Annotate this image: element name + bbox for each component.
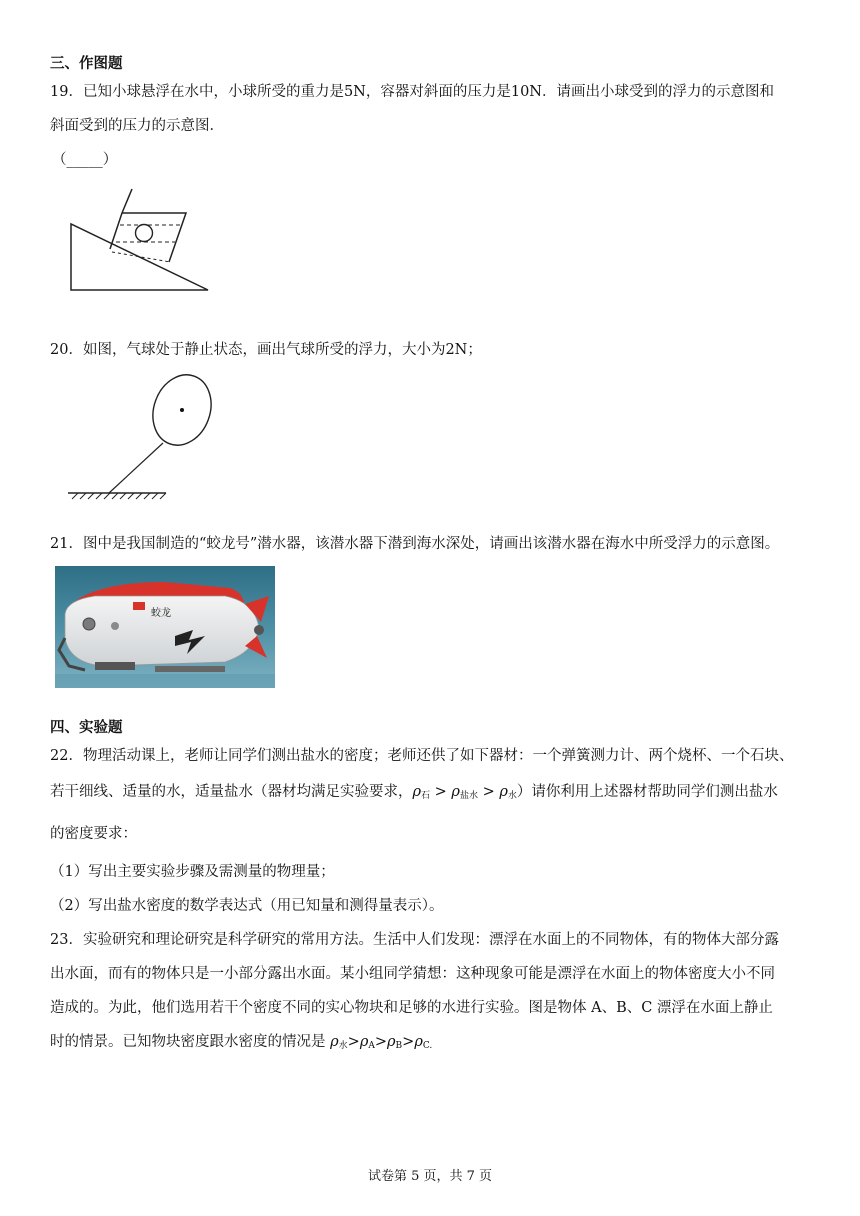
balloon-figure — [66, 372, 226, 500]
q21-line1: 21．图中是我国制造的“蛟龙号”潜水器，该潜水器下潜到海水深处，请画出该潜水器在海水中所受浮力的示意图。 — [50, 536, 780, 552]
q23-line1: 23．实验研究和理论研究是科学研究的常用方法。生活中人们发现：漂浮在水面上的不同物体，有的物体大部分露 — [50, 932, 779, 948]
propeller — [254, 625, 264, 635]
q22-line3: 的密度要求： — [50, 826, 137, 842]
porthole — [83, 618, 95, 630]
skid — [155, 666, 225, 672]
ground-hatching — [72, 493, 166, 499]
q23-line2: 出水面，而有的物体只是一小部分露出水面。某小组同学猜想：这种现象可能是漂浮在水面上的物体密度大小不同 — [50, 966, 775, 982]
jiaolong-submersible-photo — [55, 566, 275, 688]
balloon — [143, 372, 220, 453]
front-equipment — [95, 662, 135, 670]
q22-line1: 22．物理活动课上，老师让同学们测出盐水的密度；老师还供了如下器材：一个弹簧测力计、两个烧杯、一个石块、 — [50, 748, 794, 764]
hull-name-label: 蛟龙 — [151, 608, 171, 619]
section-heading-drawing: 三、作图题 — [50, 56, 123, 72]
q19-line2: 斜面受到的压力的示意图． — [50, 118, 224, 134]
q22-line2-a: 若干细线、适量的水，适量盐水（器材均满足实验要求， — [50, 784, 413, 800]
incline-container-figure — [66, 186, 214, 294]
q20-line1: 20．如图，气球处于静止状态，画出气球所受的浮力，大小为2N； — [50, 342, 482, 358]
water-bottom — [55, 674, 275, 688]
q22-line2: 若干细线、适量的水，适量盐水（器材均满足实验要求，$\rho_石 > \rho_{盐水} > \rho_水$）请你利用上述器材帮助同学们测出盐水 — [50, 784, 778, 801]
balloon-center-dot — [180, 408, 184, 412]
q23-line4: 时的情景。已知物块密度跟水密度的情况是 $\rho_水>\rho_A>\rho_B>\rho_{C.}$ — [50, 1034, 433, 1051]
container-left-wall-top — [122, 189, 132, 213]
white-hull — [65, 596, 259, 666]
container-right-wall — [122, 213, 186, 262]
section-heading-experiment: 四、实验题 — [50, 720, 123, 736]
q19-line1: 19．已知小球悬浮在水中，小球所受的重力是5N，容器对斜面的压力是10N．请画出小球受到的浮力的示意图和 — [50, 84, 774, 100]
q22-line2-b: ）请你利用上述器材帮助同学们测出盐水 — [516, 784, 778, 800]
q22-item2: （2）写出盐水密度的数学表达式（用已知量和测得量表示）。 — [50, 898, 444, 914]
flag-emblem — [133, 602, 145, 610]
q22-item1: （1）写出主要实验步骤及需测量的物理量； — [50, 864, 335, 880]
suspended-ball — [136, 225, 153, 242]
page-footer: 试卷第 5 页，共 7 页 — [367, 1169, 493, 1184]
light — [111, 622, 119, 630]
container-left-wall — [110, 213, 122, 249]
q19-answer-blank: （_____） — [52, 152, 118, 168]
q23-line3: 造成的。为此，他们选用若干个密度不同的实心物块和足够的水进行实验。图是物体 A、B、C 漂浮在水面上静止 — [50, 1000, 773, 1016]
balloon-string — [109, 443, 163, 493]
